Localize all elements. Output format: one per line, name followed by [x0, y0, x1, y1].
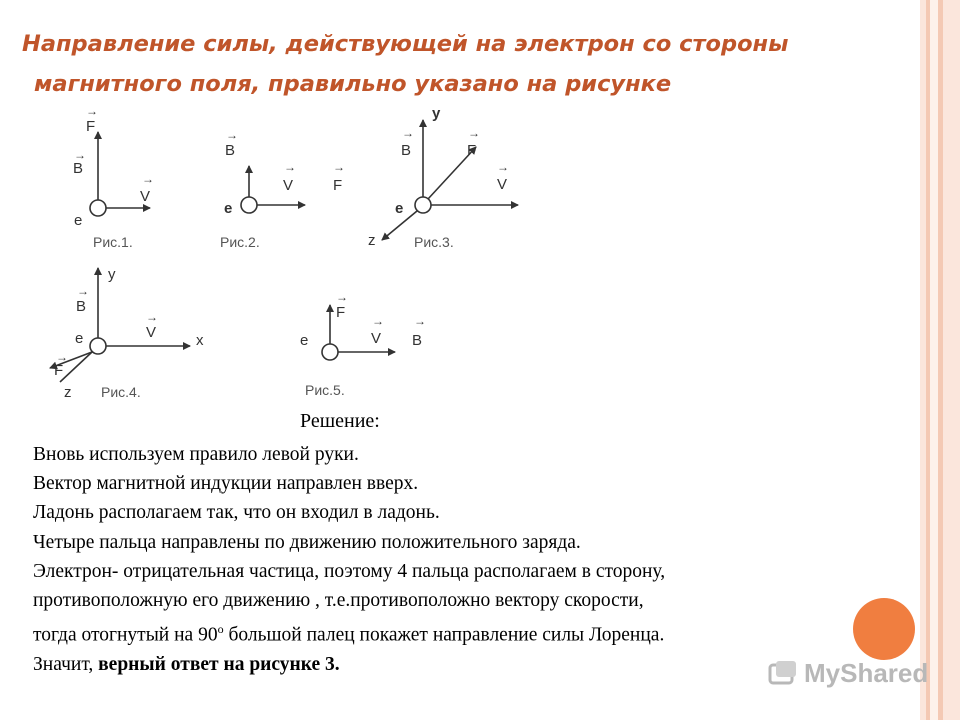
- watermark: [768, 658, 928, 689]
- solution-line-1: Вновь используем правило левой руки.: [33, 444, 359, 465]
- fig3-vector-v: V: [497, 176, 508, 193]
- fig3-charge: e: [395, 200, 404, 217]
- title-line-1: Направление силы, действующей на электрон со стороны: [22, 31, 789, 57]
- solution-text: [33, 440, 933, 679]
- solution-line-7a: тогда отогнутый на 90: [33, 624, 218, 646]
- degree-sup: о: [217, 622, 224, 637]
- figure-4-diagram: [50, 268, 190, 382]
- fig2-vector-v: V: [283, 177, 294, 194]
- fig2-vector-f: F: [333, 177, 343, 194]
- solution-line-8a: Значит,: [33, 653, 99, 675]
- solution-line-2: Вектор магнитной индукции направлен вверх.: [33, 473, 419, 495]
- solution-line-4: Четыре пальца направлены по движению положительного заряда.: [33, 531, 581, 553]
- fig5-vector-v: V: [371, 330, 382, 347]
- solution-line-5: Электрон- отрицательная частица, поэтому 4 пальца располагаем в сторону,: [33, 560, 666, 582]
- fig5-vector-b: B: [412, 332, 423, 349]
- fig4-axis-x: x: [196, 332, 204, 349]
- fig5-label: Рис.5.: [305, 382, 345, 398]
- fig3-axis-z: z: [368, 232, 376, 249]
- solution-line-3: Ладонь располагаем так, что он входил в ладонь.: [33, 502, 440, 524]
- solution-line-7: [33, 615, 933, 650]
- solution-line-7b: большой палец покажет направление силы Лоренца.: [223, 624, 665, 646]
- watermark-logo-icon: [768, 661, 798, 687]
- fig4-vector-v: V: [146, 324, 157, 341]
- fig4-vector-f: F: [54, 362, 64, 379]
- figure-5-diagram: [322, 305, 395, 360]
- slide: Направление силы, действующей на электрон со стороны магнитного поля, правильно указано на рисунке → F → B → V e Рис.1. → B → V → F e Рис.2. → B y → F → V e z Рис.3. y → B → V e x → F z Рис.4. → F → V → B e Рис.5. Решение: Вновь используем правило левой руки. Вектор магнитной индукции направлен вверх. Ладонь располагаем так, что он входил в ладонь. Четыре пальца направлены по движению положительного заряда. Электрон- отрицательная частица, поэтому 4 пальца располагаем в сторону, противоположную его движению , т.е.противоположно вектору скорости, тогда отогнутый на $90^о$ большой палец покажет направление силы Лоренца. Значит, верный ответ на рисунке 3. MyShared: [0, 0, 960, 720]
- fig3-vector-f: F: [467, 142, 477, 159]
- fig3-label: Рис.3.: [414, 234, 454, 250]
- fig4-axis-z: z: [64, 384, 72, 401]
- accent-dot: [853, 598, 915, 660]
- solution-line-6: противоположную его движению , т.е.противоположно вектору скорости,: [33, 590, 644, 612]
- fig5-vector-f: F: [336, 304, 346, 321]
- fig4-label: Рис.4.: [101, 384, 141, 400]
- fig1-vector-b: B: [73, 160, 84, 177]
- fig2-charge: e: [224, 200, 233, 217]
- watermark-text: MyShared: [804, 658, 929, 688]
- fig1-vector-f: F: [86, 118, 96, 135]
- fig2-label: Рис.2.: [220, 234, 260, 250]
- fig3-axis-y: y: [432, 105, 441, 122]
- fig4-vector-b: B: [76, 298, 87, 315]
- fig4-axis-y: y: [108, 266, 116, 283]
- answer-text: верный ответ на рисунке 3.: [98, 653, 340, 675]
- fig3-vector-b: B: [401, 142, 412, 159]
- fig1-vector-v: V: [140, 188, 151, 205]
- fig1-label: Рис.1.: [93, 234, 133, 250]
- solution-heading: Решение:: [300, 410, 380, 432]
- fig2-vector-b: B: [225, 142, 236, 159]
- fig5-charge: e: [300, 332, 309, 349]
- fig1-charge: e: [74, 212, 83, 229]
- title-line-2: магнитного поля, правильно указано на рисунке: [34, 71, 672, 97]
- fig4-charge: e: [75, 330, 84, 347]
